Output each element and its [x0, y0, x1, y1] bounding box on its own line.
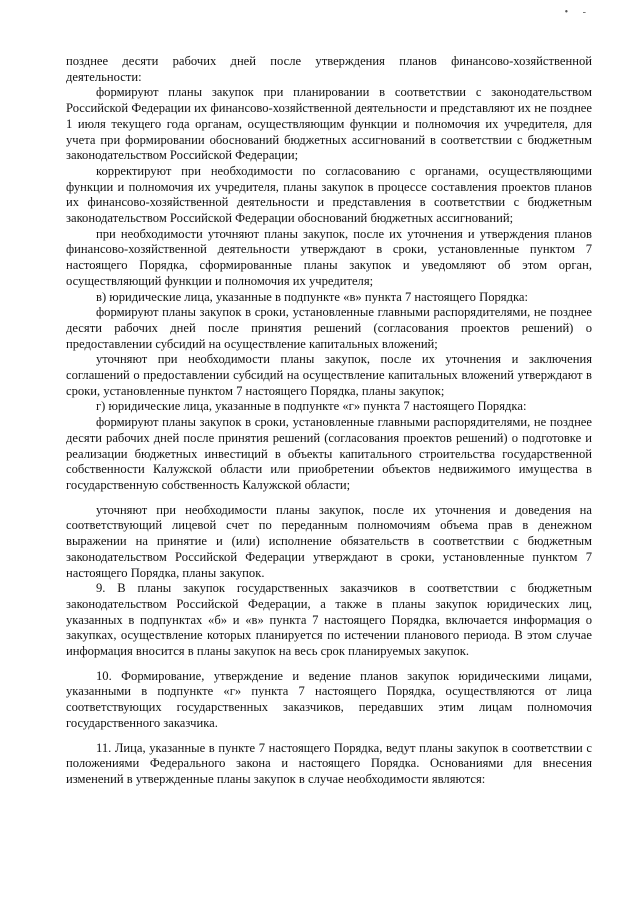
paragraph-refine-plans-g: уточняют при необходимости планы закупок, после их уточнения и доведения на соответствующий лицевой счет по переданным полномочиям объема прав в денежном выражении на принятие и (или) исполнение обязательств в соответствии с бюджетным законодательством Российской Федерации утверждают в сроки, установленные пунктом 7 настоящего Порядка, планы закупок. [66, 502, 592, 580]
scan-mark: • - [564, 7, 592, 18]
paragraph-item-10: 10. Формирование, утверждение и ведение планов закупок юридическими лицами, указанными в подпункте «г» пункта 7 настоящего Порядка, осуществляются от лица соответствующих государственных заказчиков, передавших этим лицам полномочия государственного заказчика. [66, 668, 592, 730]
paragraph-refine-plans: при необходимости уточняют планы закупок, после их уточнения и утверждения планов финансово-хозяйственной деятельности утверждают в сроки, установленные пунктом 7 настоящего Порядка, сформированные планы закупок и уведомляют об этом орган, осуществляющий функции и полномочия их учредителя; [66, 226, 592, 288]
paragraph-form-plans-g: формируют планы закупок в сроки, установленные главными распорядителями, не позднее десяти рабочих дней после принятия решений (согласования проектов решений) о подготовке и реализации бюджетных инвестиций в объекты капитального строительства государственной собственности Калужской области или приобретении объектов недвижимого имущества в государственную собственность Калужской области; [66, 415, 592, 492]
paragraph-form-plans-v: формируют планы закупок в сроки, установленные главными распорядителями, не позднее десяти рабочих дней после принятия решений (согласования проектов решений) о предоставлении субсидий на осуществление капитальных вложений; [66, 305, 592, 351]
paragraph-adjust-plans: корректируют при необходимости по согласованию с органами, осуществляющими функции и полномочия их учредителя, планы закупок в процессе составления проектов планов их финансово-хозяйственной деятельности и представления в соответствии с бюджетным законодательством Российской Федерации обоснований бюджетных ассигнований; [66, 163, 592, 226]
paragraph-intro: позднее десяти рабочих дней после утверждения планов финансово-хозяйственной деятельности: [66, 54, 592, 84]
paragraph-item-9: 9. В планы закупок государственных заказчиков в соответствии с бюджетным законодательством Российской Федерации, а также в планы закупок юридических лиц, указанных в подпунктах «б» и «в» пункта 7 настоящего Порядка, включается информация о закупках, осуществление которых планируется по истечении планового периода. В этом случае информация вносится в планы закупок на весь срок планируемых закупок. [66, 581, 592, 659]
paragraph-form-plans: формируют планы закупок при планировании в соответствии с законодательством Российской Федерации их финансово-хозяйственной деятельности и представляют их не позднее 1 июля текущего года органам, осуществляющим функции и полномочия их учредителя, для учета при формировании обоснований бюджетных ассигнований в соответствии с бюджетным законодательством Российской Федерации; [66, 85, 592, 163]
paragraph-subitem-v: в) юридические лица, указанные в подпункте «в» пункта 7 настоящего Порядка: [96, 289, 529, 304]
paragraph-subitem-g: г) юридические лица, указанные в подпункте «г» пункта 7 настоящего Порядка: [96, 399, 527, 414]
paragraph-item-11: 11. Лица, указанные в пункте 7 настоящего Порядка, ведут планы закупок в соответствии с положениями Федерального закона и настоящего Порядка. Основаниями для внесения изменений в утвержденные планы закупок в случае необходимости являются: [66, 740, 592, 786]
paragraph-refine-plans-v: уточняют при необходимости планы закупок, после их уточнения и заключения соглашений о предоставлении субсидий на осуществление капитальных вложений утверждают в сроки, установленные пунктом 7 настоящего Порядка, планы закупок; [66, 352, 592, 398]
